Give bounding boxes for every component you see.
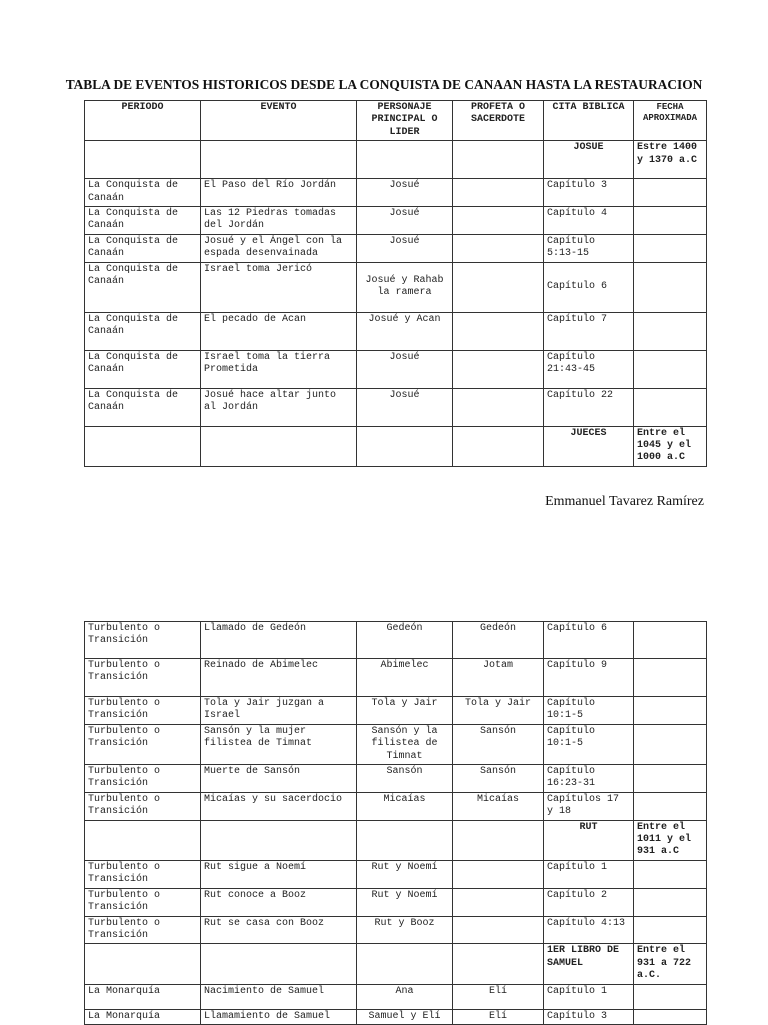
cell-evento: Sansón y la mujer filistea de Timnat xyxy=(201,724,357,764)
cell-cita: Capítulo 6 xyxy=(544,622,634,659)
cell-evento: Rut sigue a Noemí xyxy=(201,860,357,888)
cell-fecha xyxy=(634,234,707,262)
cell-profeta xyxy=(453,207,544,235)
table-row xyxy=(85,207,707,235)
table-row xyxy=(85,312,707,350)
cell-cita: Capítulo 21:43-45 xyxy=(544,350,634,388)
cell-fecha xyxy=(634,1009,707,1024)
table-row xyxy=(85,262,707,312)
empty-cell xyxy=(453,944,544,984)
cell-profeta xyxy=(453,262,544,312)
book-section-row xyxy=(85,426,707,466)
empty-cell xyxy=(453,820,544,860)
empty-cell xyxy=(85,820,201,860)
cell-periodo: La Monarquía xyxy=(85,984,201,1009)
book-name: 1ER LIBRO DE SAMUEL xyxy=(544,944,634,984)
cell-cita: Capítulos 17 y 18 xyxy=(544,792,634,820)
cell-fecha xyxy=(634,622,707,659)
cell-fecha xyxy=(634,765,707,793)
cell-personaje: Rut y Booz xyxy=(357,916,453,944)
events-table-josue-jueces xyxy=(84,100,707,467)
cell-fecha xyxy=(634,659,707,697)
cell-periodo: Turbulento o Transición xyxy=(85,724,201,764)
empty-cell xyxy=(85,141,201,179)
cell-personaje: Ana xyxy=(357,984,453,1009)
header-periodo: PERIODO xyxy=(85,101,201,141)
cell-cita: Capítulo 2 xyxy=(544,888,634,916)
cell-profeta xyxy=(453,860,544,888)
cell-evento: Tola y Jair juzgan a Israel xyxy=(201,697,357,725)
cell-periodo: La Conquista de Canaán xyxy=(85,350,201,388)
cell-personaje: Abimelec xyxy=(357,659,453,697)
cell-evento: Micaías y su sacerdocio xyxy=(201,792,357,820)
cell-personaje: Josué xyxy=(357,350,453,388)
cell-periodo: Turbulento o Transición xyxy=(85,765,201,793)
cell-cita: Capítulo 4 xyxy=(544,207,634,235)
cell-profeta xyxy=(453,312,544,350)
cell-cita: Capítulo 9 xyxy=(544,659,634,697)
book-name: RUT xyxy=(544,820,634,860)
table-row xyxy=(85,888,707,916)
cell-profeta: Micaías xyxy=(453,792,544,820)
book-section-row xyxy=(85,820,707,860)
cell-profeta: Elí xyxy=(453,1009,544,1024)
events-table-jueces-rut-samuel xyxy=(84,621,707,1025)
cell-periodo: Turbulento o Transición xyxy=(85,860,201,888)
empty-cell xyxy=(453,141,544,179)
cell-periodo: Turbulento o Transición xyxy=(85,659,201,697)
cell-fecha xyxy=(634,888,707,916)
cell-cita: Capítulo 5:13-15 xyxy=(544,234,634,262)
table-row xyxy=(85,234,707,262)
cell-periodo: Turbulento o Transición xyxy=(85,888,201,916)
cell-evento: El Paso del Río Jordán xyxy=(201,179,357,207)
cell-fecha xyxy=(634,984,707,1009)
cell-cita: Capítulo 3 xyxy=(544,179,634,207)
cell-profeta xyxy=(453,888,544,916)
empty-cell xyxy=(201,141,357,179)
cell-cita: Capítulo 3 xyxy=(544,1009,634,1024)
cell-profeta: Tola y Jair xyxy=(453,697,544,725)
book-date: Entre el 1045 y el 1000 a.C xyxy=(634,426,707,466)
cell-fecha xyxy=(634,916,707,944)
book-section-row xyxy=(85,944,707,984)
author-name: Emmanuel Tavarez Ramírez xyxy=(545,494,704,509)
book-name: JUECES xyxy=(544,426,634,466)
empty-cell xyxy=(201,426,357,466)
cell-fecha xyxy=(634,179,707,207)
table-row xyxy=(85,792,707,820)
cell-evento: Rut se casa con Booz xyxy=(201,916,357,944)
header-fecha: FECHA APROXIMADA xyxy=(634,101,707,141)
table-row xyxy=(85,179,707,207)
cell-personaje: Josué xyxy=(357,179,453,207)
cell-cita: Capítulo 6 xyxy=(544,262,634,312)
header-cita: CITA BIBLICA xyxy=(544,101,634,141)
cell-profeta xyxy=(453,179,544,207)
empty-cell xyxy=(357,426,453,466)
book-name: JOSUE xyxy=(544,141,634,179)
cell-evento: El pecado de Acan xyxy=(201,312,357,350)
book-date: Entre el 1011 y el 931 a.C xyxy=(634,820,707,860)
cell-personaje: Josué xyxy=(357,388,453,426)
book-date: Estre 1400 y 1370 a.C xyxy=(634,141,707,179)
cell-evento: Las 12 Piedras tomadas del Jordán xyxy=(201,207,357,235)
cell-fecha xyxy=(634,792,707,820)
cell-fecha xyxy=(634,350,707,388)
cell-evento: Rut conoce a Booz xyxy=(201,888,357,916)
empty-cell xyxy=(357,141,453,179)
table-header-row xyxy=(85,101,707,141)
empty-cell xyxy=(453,426,544,466)
cell-personaje: Sansón xyxy=(357,765,453,793)
book-date: Entre el 931 a 722 a.C. xyxy=(634,944,707,984)
book-section-row xyxy=(85,141,707,179)
cell-personaje: Micaías xyxy=(357,792,453,820)
cell-periodo: Turbulento o Transición xyxy=(85,622,201,659)
cell-fecha xyxy=(634,207,707,235)
table-row xyxy=(85,350,707,388)
cell-profeta: Sansón xyxy=(453,724,544,764)
empty-cell xyxy=(201,944,357,984)
cell-cita: Capítulo 22 xyxy=(544,388,634,426)
table-row xyxy=(85,697,707,725)
cell-fecha xyxy=(634,262,707,312)
cell-profeta: Sansón xyxy=(453,765,544,793)
header-evento: EVENTO xyxy=(201,101,357,141)
cell-evento: Llamamiento de Samuel xyxy=(201,1009,357,1024)
cell-evento: Josué y el Ángel con la espada desenvainada xyxy=(201,234,357,262)
empty-cell xyxy=(201,820,357,860)
cell-evento: Josué hace altar junto al Jordán xyxy=(201,388,357,426)
cell-periodo: Turbulento o Transición xyxy=(85,916,201,944)
cell-evento: Israel toma la tierra Prometida xyxy=(201,350,357,388)
cell-fecha xyxy=(634,724,707,764)
table-row xyxy=(85,724,707,764)
empty-cell xyxy=(357,820,453,860)
cell-cita: Capítulo 4:13 xyxy=(544,916,634,944)
cell-personaje: Josué y Rahab la ramera xyxy=(357,262,453,312)
cell-personaje: Gedeón xyxy=(357,622,453,659)
table-row xyxy=(85,622,707,659)
cell-personaje: Rut y Noemí xyxy=(357,860,453,888)
cell-periodo: La Monarquía xyxy=(85,1009,201,1024)
cell-evento: Israel toma Jericó xyxy=(201,262,357,312)
cell-evento: Muerte de Sansón xyxy=(201,765,357,793)
table-row xyxy=(85,860,707,888)
cell-personaje: Josué y Acan xyxy=(357,312,453,350)
cell-fecha xyxy=(634,697,707,725)
cell-personaje: Tola y Jair xyxy=(357,697,453,725)
cell-periodo: La Conquista de Canaán xyxy=(85,312,201,350)
cell-periodo: La Conquista de Canaán xyxy=(85,207,201,235)
cell-personaje: Sansón y la filistea de Timnat xyxy=(357,724,453,764)
empty-cell xyxy=(85,944,201,984)
cell-periodo: La Conquista de Canaán xyxy=(85,388,201,426)
cell-profeta xyxy=(453,234,544,262)
empty-cell xyxy=(357,944,453,984)
cell-profeta: Jotam xyxy=(453,659,544,697)
cell-cita: Capítulo 1 xyxy=(544,984,634,1009)
table-row xyxy=(85,765,707,793)
cell-profeta xyxy=(453,388,544,426)
cell-evento: Llamado de Gedeón xyxy=(201,622,357,659)
cell-periodo: La Conquista de Canaán xyxy=(85,234,201,262)
cell-personaje: Samuel y Elí xyxy=(357,1009,453,1024)
empty-cell xyxy=(85,426,201,466)
cell-profeta: Elí xyxy=(453,984,544,1009)
table-row xyxy=(85,388,707,426)
cell-cita: Capítulo 16:23-31 xyxy=(544,765,634,793)
cell-periodo: La Conquista de Canaán xyxy=(85,262,201,312)
document-title: TABLA DE EVENTOS HISTORICOS DESDE LA CONQUISTA DE CANAAN HASTA LA RESTAURACION xyxy=(65,77,703,92)
cell-evento: Reinado de Abimelec xyxy=(201,659,357,697)
cell-evento: Nacimiento de Samuel xyxy=(201,984,357,1009)
cell-fecha xyxy=(634,860,707,888)
table-row xyxy=(85,984,707,1009)
cell-cita: Capítulo 10:1-5 xyxy=(544,697,634,725)
cell-periodo: Turbulento o Transición xyxy=(85,792,201,820)
cell-personaje: Josué xyxy=(357,207,453,235)
cell-personaje: Josué xyxy=(357,234,453,262)
cell-periodo: La Conquista de Canaán xyxy=(85,179,201,207)
cell-cita: Capítulo 10:1-5 xyxy=(544,724,634,764)
cell-cita: Capítulo 1 xyxy=(544,860,634,888)
cell-profeta xyxy=(453,350,544,388)
header-personaje: PERSONAJE PRINCIPAL O LIDER xyxy=(357,101,453,141)
table-row xyxy=(85,916,707,944)
cell-profeta: Gedeón xyxy=(453,622,544,659)
table-row xyxy=(85,1009,707,1024)
table-row xyxy=(85,659,707,697)
header-profeta: PROFETA O SACERDOTE xyxy=(453,101,544,141)
cell-cita: Capítulo 7 xyxy=(544,312,634,350)
cell-periodo: Turbulento o Transición xyxy=(85,697,201,725)
cell-personaje: Rut y Noemí xyxy=(357,888,453,916)
cell-fecha xyxy=(634,312,707,350)
cell-profeta xyxy=(453,916,544,944)
cell-fecha xyxy=(634,388,707,426)
